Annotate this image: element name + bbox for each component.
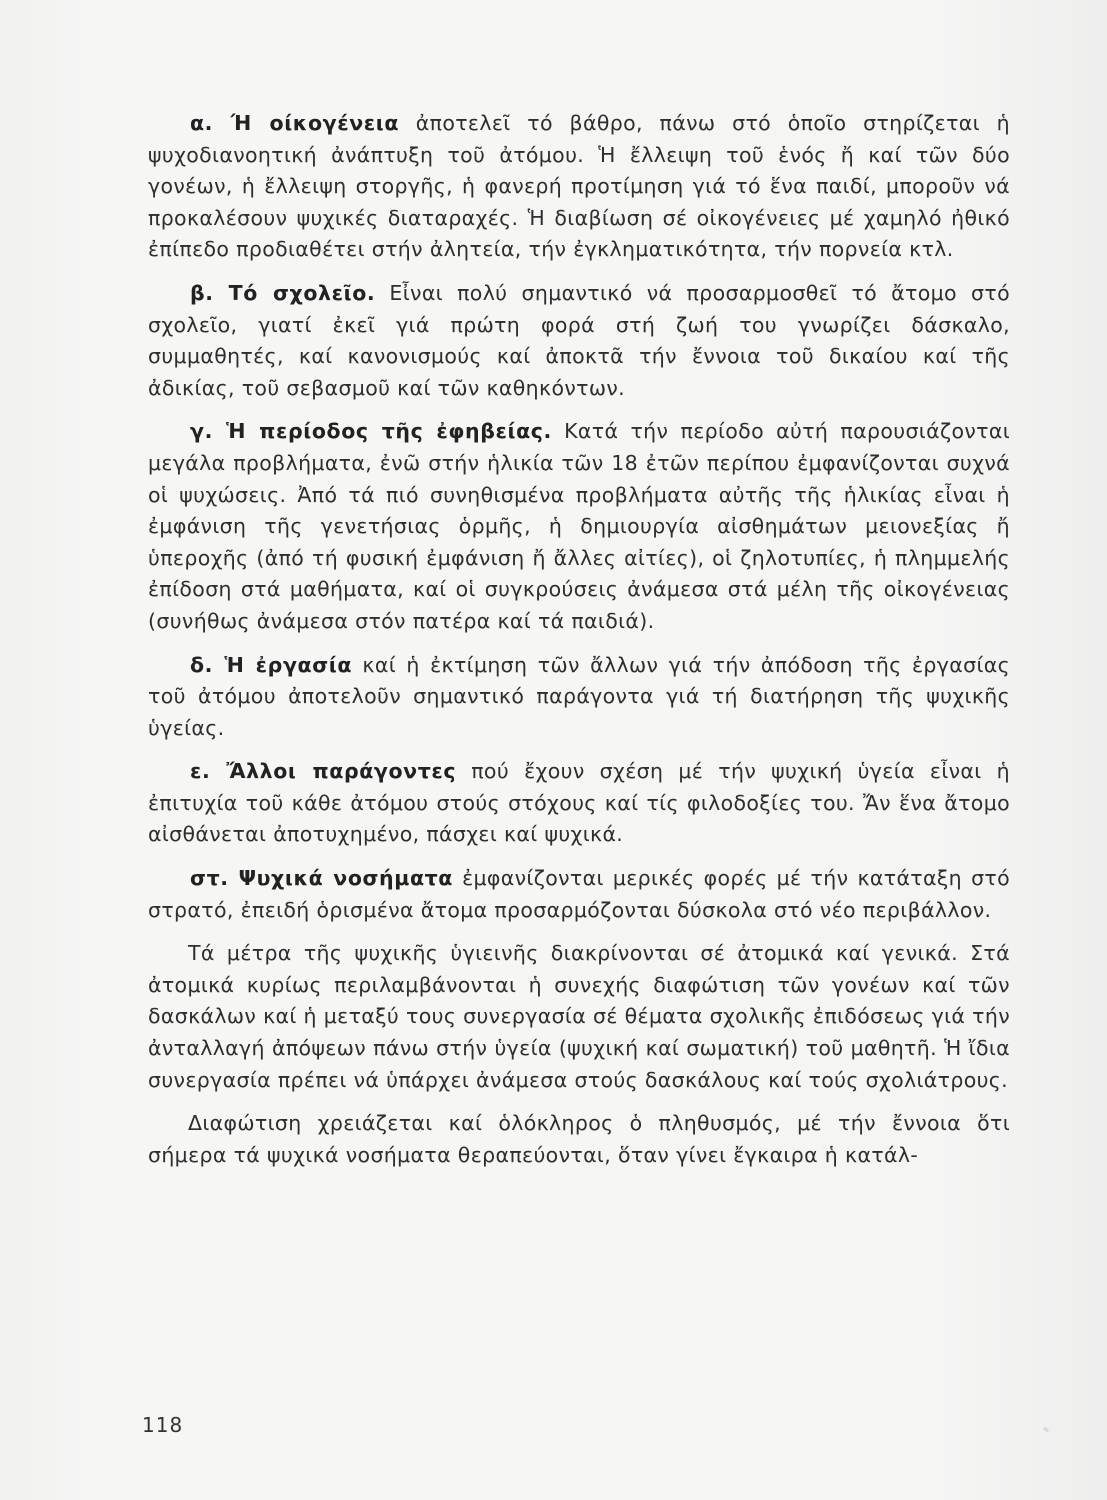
paragraph-family-text: ἀποτελεῖ τό βάθρο, πάνω στό ὁποῖο στηρίζεται ἡ ψυχοδιανοητική ἀνάπτυξη τοῦ ἀτόμου. Ἡ ἔλλειψη τοῦ ἑνός ἤ καί τῶν δύο γονέων, ἡ ἔλλειψη στοργῆς, ἡ φανερή προτίμηση γιά τό ἕνα παιδί, μποροῦν νά προκαλέσουν ψυχικές διαταραχές. Ἡ διαβίωση σέ οἰκογένειες μέ χαμηλό ἠθικό ἐπίπεδο προδιαθέτει στήν ἀλητεία, τήν ἐγκληματικότητα, τήν πορνεία κτλ. bbox=[148, 111, 1010, 262]
paragraph-adolescence bbox=[148, 416, 1010, 637]
paragraph-school-text: Εἶναι πολύ σημαντικό νά προσαρμοσθεῖ τό ἄτομο στό σχολεῖο, γιατί ἐκεῖ γιά πρώτη φορά στή ζωή του γνωρίζει δάσκαλο, συμμαθητές, καί κανονισμούς καί ἀποκτᾶ τήν ἔννοια τοῦ δικαίου καί τῆς ἀδικίας, τοῦ σεβασμοῦ καί τῶν καθηκόντων. bbox=[148, 280, 1010, 400]
paragraph-public-education-text: Διαφώτιση χρειάζεται καί ὁλόκληρος ὁ πληθυσμός, μέ τήν ἔννοια ὅτι σήμερα τά ψυχικά νοσήματα θεραπεύονται, ὅταν γίνει ἔγκαιρα ἡ κατάλ- bbox=[148, 1111, 1010, 1167]
paragraph-other-factors-text: πού ἔχουν σχέση μέ τήν ψυχική ὑγεία εἶναι ἡ ἐπιτυχία τοῦ κάθε ἀτόμου στούς στόχους καί τίς φιλοδοξίες του. Ἄν ἕνα ἄτομο αἰσθάνεται ἀποτυχημένο, πάσχει καί ψυχικά. bbox=[148, 759, 1010, 847]
heading-family: α. Ή οίκογένεια bbox=[190, 111, 400, 135]
paper-speck bbox=[1043, 1427, 1050, 1433]
paragraph-other-factors bbox=[148, 756, 1010, 851]
heading-mental-illness: στ. Ψυχικά νοσήματα bbox=[190, 866, 453, 891]
paragraph-hygiene-measures bbox=[148, 938, 1010, 1096]
paragraph-mental-illness-text: ἐμφανίζονται μερικές φορές μέ τήν κατάταξη στό στρατό, ἐπειδή ὁρισμένα ἄτομα προσαρμόζονται δύσκολα στό νέο περιβάλλον. bbox=[148, 866, 1010, 922]
paragraph-work-text: καί ἡ ἐκτίμηση τῶν ἄλλων γιά τήν ἀπόδοση τῆς ἐργασίας τοῦ ἀτόμου ἀποτελοῦν σημαντικό παράγοντα γιά τή διατήρηση τῆς ψυχικῆς ὑγείας. bbox=[148, 652, 1010, 740]
heading-work: δ. Ἡ ἐργασία bbox=[190, 652, 353, 677]
paragraph-school bbox=[148, 278, 1010, 404]
page-body bbox=[148, 108, 1010, 1183]
paragraph-hygiene-measures-text: Τά μέτρα τῆς ψυχικῆς ὑγιεινῆς διακρίνονται σέ ἀτομικά καί γενικά. Στά ἀτομικά κυρίως περιλαμβάνονται ἡ συνεχής διαφώτιση τῶν γονέων καί τῶν δασκάλων καί ἡ μεταξύ τους συνεργασία σέ θέματα σχολικῆς ἐπιδόσεως γιά τήν ἀνταλλαγή ἀπόψεων πάνω στήν ὑγεία (ψυχική καί σωματική) τοῦ μαθητῆ. Ἡ ἴδια συνεργασία πρέπει νά ὑπάρχει ἀνάμεσα στούς δασκάλους καί τούς σχολιάτρους. bbox=[148, 941, 1010, 1092]
paragraph-mental-illness bbox=[148, 863, 1010, 926]
heading-school: β. Τό σχολεῖο. bbox=[190, 280, 376, 305]
heading-other-factors: ε. Ἄλλοι παράγοντες bbox=[190, 759, 457, 784]
page-number: 118 bbox=[142, 1413, 184, 1437]
paragraph-adolescence-text: Κατά τήν περίοδο αὐτή παρουσιάζονται μεγάλα προβλήματα, ἐνῶ στήν ἡλικία τῶν 18 ἐτῶν περίπου ἐμφανίζονται συχνά οἱ ψυχώσεις. Ἀπό τά πιό συνηθισμένα προβλήματα αὐτῆς τῆς ἡλικίας εἶναι ἡ ἐμφάνιση τῆς γενετήσιας ὁρμῆς, ἡ δημιουργία αἰσθημάτων μειονεξίας ἤ ὑπεροχῆς (ἀπό τή φυσική ἐμφάνιση ἤ ἄλλες αἰτίες), οἱ ζηλοτυπίες, ἡ πλημμελής ἐπίδοση στά μαθήματα, καί οἱ συγκρούσεις ἀνάμεσα στά μέλη τῆς οἰκογένειας (συνήθως ἀνάμεσα στόν πατέρα καί τά παιδιά). bbox=[148, 419, 1010, 633]
heading-adolescence: γ. Ἡ περίοδος τῆς ἐφηβείας. bbox=[190, 419, 552, 444]
paragraph-work bbox=[148, 650, 1010, 745]
paragraph-public-education bbox=[148, 1108, 1010, 1171]
paragraph-family bbox=[148, 108, 1010, 266]
